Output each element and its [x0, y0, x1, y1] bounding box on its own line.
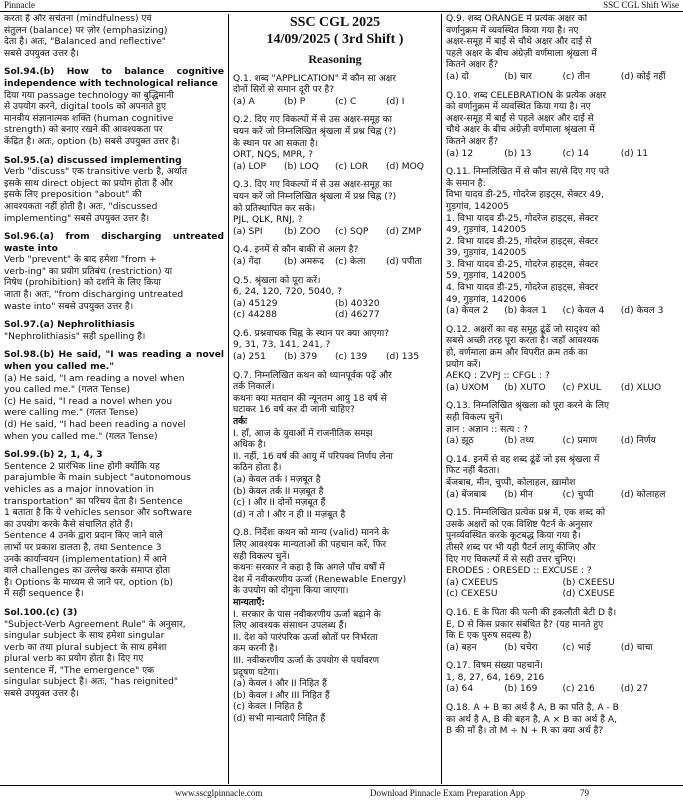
options: [446, 643, 679, 655]
option: (b) अमरूद: [284, 256, 325, 267]
option: (d) निर्णय: [620, 436, 656, 447]
option: (c) SQP: [335, 226, 369, 237]
option: (a) LOP: [233, 161, 266, 172]
option: (c) LOR: [335, 161, 369, 172]
option: (d) CXEUSE: [562, 589, 615, 600]
option: (d) सभी मान्यताएँ निहित हैं: [233, 713, 326, 724]
option: (b) केवल I और III निहित हैं: [233, 690, 330, 701]
options: [233, 257, 437, 269]
option: (d) न तो I और न ही II मज़बूत है: [233, 509, 346, 520]
options: [446, 436, 679, 448]
option: (d) कोलाहल: [620, 489, 666, 500]
option: (a) 64: [446, 684, 474, 695]
option: (b) 169: [504, 684, 538, 695]
option: (d) कोई नहीं: [620, 71, 666, 82]
option: (d) I: [386, 96, 405, 107]
intro-text: करता है और सचेतना (mindfulness) एवं संतुलन (balance) पर ज़ोर (emphasizing) देता है। अतः, "Balanced and reflective" सबसे उपयुक्त उत्तर है।: [4, 14, 168, 59]
option: (a) SPI: [233, 226, 263, 237]
option: (d) 46277: [335, 310, 380, 321]
option: (b) P: [284, 96, 306, 107]
solution-97: Sol.97.(a) Nephrolithiasis "Nephrolithiasis" सही spelling है।: [4, 320, 224, 343]
option: (b) LOQ: [284, 161, 319, 172]
option: (b) मीन: [504, 489, 533, 500]
option: (d) 27: [620, 684, 649, 695]
question-13: Q.13. निम्नलिखित श्रृंखला को पूरा करने के लिए सही विकल्प चुनें। ज्ञान : अज्ञान :: सत्य : ? (a) झूठ (b) तथ्य (c) प्रमाण (d) निर्णय: [446, 401, 679, 447]
option: (a) केवल I और II निहित हैं: [233, 679, 327, 690]
options: [446, 306, 679, 318]
solution-heading: Sol.94.(b) How to balance cognitive independence with technological reliance: [4, 67, 224, 89]
option: (c) चुप्पी: [562, 489, 594, 500]
option: (d) केवल 3: [620, 306, 664, 317]
option: (a) गेंदा: [233, 256, 261, 267]
question-16: Q.16. E के पिता की पत्नी की इकलौती बेटी D है। E, D से किस प्रकार संबंधित है? (यह मानते हुए कि E एक पुरुष सदस्य है) (a) बहन (b) चचेरा (c) भाई (d) चाचा: [446, 608, 679, 654]
option: (a) UXOM: [446, 382, 489, 393]
question-18: Q.18. A + B का अर्थ है A, B का पति है, A - B का अर्थ है A, B की बहन है, A × B का अर्थ है A, B की माँ है। तो M ÷ N + R का क्या अर्थ है?: [446, 703, 619, 737]
options: [233, 299, 437, 322]
options: [233, 227, 437, 239]
option: (c) तीन: [562, 71, 591, 82]
option: (a) बहन: [446, 642, 477, 653]
question-1: Q.1. शब्द "APPLICATION" में कौन सा अक्षर दोनों सिरों से समान दूरी पर है? (a) A (b) P (c) C (d) I: [233, 74, 437, 109]
option: (b) CXEESU: [562, 577, 615, 588]
option: (d) पपीता: [386, 256, 422, 267]
option: (a) दो: [446, 71, 469, 82]
option: (c) C: [335, 96, 357, 107]
options: [446, 578, 679, 601]
option: (c) 14: [562, 148, 590, 159]
option: (d) XLUO: [620, 382, 662, 393]
exam-title: SSC CGL 2025: [289, 15, 381, 30]
options: [446, 490, 679, 502]
solution-heading: Sol.98.(b) He said, "I was reading a novel when you called me.": [4, 350, 224, 373]
option: (b) 13: [504, 148, 532, 159]
solution-heading: Sol.95.(a) discussed implementing: [4, 155, 182, 166]
option: (a) केवल 2: [446, 306, 489, 317]
option: (c) भाई: [562, 642, 591, 653]
option: (c) केवल I निहित है: [233, 702, 303, 713]
option: (c) 216: [562, 684, 595, 695]
solution-heading: Sol.99.(b) 2, 1, 4, 3: [4, 450, 103, 461]
option: (c) I और II दोनों मज़बूत हैं: [233, 498, 326, 509]
question-7: Q.7. निम्नलिखित कथन को ध्यानपूर्वक पढ़ें और तर्क निकालें। कथनः क्या मतदान की न्यूनतम आयु 18 वर्ष से घटाकर 16 वर्ष कर दी जानी चाहिए? तर्कः I. हाँ, आज के युवाओं में राजनीतिक समझ अधिक है। II. नहीं, 16 वर्ष की आयु में परिपक्व निर्णय लेना कठिन होता है। (a) केवल तर्क I मज़बूत है (b) केवल तर्क II मज़बूत है (c) I और II दोनों मज़बूत हैं (d) न तो I और न ही II मज़बूत है: [233, 371, 437, 522]
option: (a) CXEEUS: [446, 577, 499, 588]
option: (c) 44288: [233, 310, 277, 321]
question-10: Q.10. शब्द CELEBRATION के प्रत्येक अक्षर को वर्णानुक्रम में व्यवस्थित किया गया है। नए अक्षर-समूह में बाईं से पहले अक्षर और दाईं से चौथे अक्षर के बीच अंग्रेज़ी वर्णमाला श्रृंखला में कितने अक्षर हैं? (a) 12 (b) 13 (c) 14 (d) 11: [446, 91, 679, 161]
page-footer: [0, 785, 683, 800]
column-divider: [441, 14, 442, 784]
option: (a) A: [233, 96, 255, 107]
exam-date-shift: 14/09/2025 ( 3rd Shift ): [266, 32, 404, 47]
solution-heading: Sol.96.(a) from discharging untreated waste into: [4, 232, 224, 254]
solution-96: Sol.96.(a) from discharging untreated waste into Verb "prevent" के बाद हमेशा "from + verb-ing" का प्रयोग प्रतिबंध (restriction) या निषेध (prohibition) को दर्शाने के लिए किया जाता है। अतः, "from discharging untreated waste into" सबसे उपयुक्त उत्तर है।: [4, 232, 224, 312]
option: (b) चार: [504, 71, 532, 82]
column-3: [446, 14, 679, 784]
options: [233, 352, 437, 364]
question-3: Q.3. दिए गए विकल्पों में से उस अक्षर-समूह का चयन करें जो निम्नलिखित श्रृंखला में प्रश्न चिह्न (?) को प्रतिस्थापित कर सके। PJL, QLK, RNJ, ? (a) SPI (b) ZOO (c) SQP (d) ZMP: [233, 180, 437, 238]
page-number: 79: [580, 788, 589, 798]
question-5: Q.5. श्रृंखला को पूरा करें। 6, 24, 120, 720, 5040, ? (a) 45129 (b) 40320 (c) 44288 (d) 46277: [233, 276, 437, 322]
option: (a) 12: [446, 148, 474, 159]
option: (c) केला: [335, 256, 366, 267]
option: (c) PXUL: [562, 382, 601, 393]
option: (b) 379: [284, 352, 318, 363]
question-4: Q.4. इनमें से कौन बाकी से अलग है? (a) गेंदा (b) अमरूद (c) केला (d) पपीता: [233, 245, 437, 268]
option: (a) 45129: [233, 298, 278, 309]
option: (b) तथ्य: [504, 436, 534, 447]
option: (b) चचेरा: [504, 642, 538, 653]
header-right: SSC CGL Shift Wise: [603, 0, 679, 10]
column-1: [4, 14, 224, 784]
option: (d) MOQ: [386, 161, 424, 172]
question-12: Q.12. अक्षरों का वह समूह ढूंढें जो सादृश्य को सबसे अच्छी तरह पूरा करता है। जहाँ आवश्यक हो, वर्णमाला क्रम और विपरीत क्रम तर्क का प्रयोग करें। AEKQ : ZVPJ :: CFGL : ? (a) UXOM (b) XUTO (c) PXUL (d) XLUO: [446, 325, 679, 395]
column-2: [233, 14, 437, 784]
section-title: Reasoning: [308, 52, 362, 66]
option: (c) प्रमाण: [562, 436, 598, 447]
question-17: Q.17. विषम संख्या पहचानें। 1, 8, 27, 64, 169, 216 (a) 64 (b) 169 (c) 216 (d) 27: [446, 661, 679, 696]
options: [446, 149, 679, 161]
option: (b) केवल तर्क II मज़बूत है: [233, 486, 324, 497]
solution-heading: Sol.97.(a) Nephrolithiasis: [4, 320, 135, 331]
footer-website[interactable]: www.sscglpinnacle.com: [175, 788, 263, 798]
option: (d) ZMP: [386, 226, 422, 237]
page-header: [0, 0, 683, 12]
question-9: Q.9. शब्द ORANGE में प्रत्येक अक्षर को वर्णानुक्रम में व्यवस्थित किया गया है। नए अक्षर-समूह में बाईं से चौथे अक्षर और दाईं से पहले अक्षर के बीच अंग्रेज़ी वर्णमाला श्रृंखला में कितने अक्षर हैं? (a) दो (b) चार (c) तीन (d) कोई नहीं: [446, 14, 679, 84]
question-11: Q.11. निम्नलिखित में से कौन सा/से दिए गए पते के समान है: विभा यादव डी-25, गोदरेज हाइट्स, सेक्टर 49, गुड़गांव, 142005 1. विभा यादव डी-25, गोदरेज हाइट्स, सेक्टर 49, गुड़गांव, 142005 2. विभा यादव डी-25, गोदरेज हाइट्स, सेक्टर 39, गुड़गांव, 142005 3. विभा यादव डी-25, गोदरेज हाइट्स, सेक्टर 59, गुड़गांव, 142005 4. विभा यादव डी-25, गोदरेज हाइट्स, सेक्टर 49, गुड़गांव, 142006 (a) केवल 2 (b) केवल 1 (c) केवल 4 (d) केवल 3: [446, 167, 679, 318]
option: (a) बेंजबाब: [446, 489, 487, 500]
solution-99: Sol.99.(b) 2, 1, 4, 3 Sentence 2 प्रारंभिक line होगी क्योंकि यह parajumble के main subject "autonomous vehicles as a major innovation in transportation" का परिचय देता है। Sentence 1 बताता है कि ये vehicles sensor और software का उपयोग करके कैसे संचालित होते हैं। Sentence 4 उनके द्वारा प्रदान किए जाने वाले लाभों पर प्रकाश डालता है, तथा Sentence 3 उनके कार्यान्वयन (implementation) में आने वाले challenges का उल्लेख करके समाप्त होता है। Options के माध्यम से जाने पर, option (b) में सही sequence है।: [4, 450, 224, 601]
option: (c) CEXESU: [446, 589, 498, 600]
question-6: Q.6. प्रश्नवाचक चिह्न के स्थान पर क्या आएगा? 9, 31, 73, 141, 241, ? (a) 251 (b) 379 (c) 139 (d) 135: [233, 329, 437, 364]
footer-app-promo: Download Pinnacle Exam Preparation App: [370, 788, 525, 798]
option: (d) चाचा: [620, 642, 653, 653]
option: (d) 135: [386, 352, 420, 363]
option: (b) 40320: [335, 298, 380, 309]
solution-100: Sol.100.(c) (3) "Subject-Verb Agreement Rule" के अनुसार, singular subject के साथ हमेशा singular verb का तथा plural subject के साथ हमेशा plural verb का प्रयोग होता है। दिए गए sentence में, "The emergence" एक singular subject है। अतः, "has reignited" सबसे उपयुक्त उत्तर है।: [4, 608, 224, 701]
solution-95: Sol.95.(a) discussed implementing Verb "discuss" एक transitive verb है, अर्थात इसके साथ direct object का प्रयोग होता है और इसके लिए preposition "about" की आवश्यकता नहीं होती है। अतः, "discussed implementing" सबसे उपयुक्त उत्तर है।: [4, 156, 224, 226]
solution-98: Sol.98.(b) He said, "I was reading a novel when you called me." (a) He said, "I am reading a novel when you called me." (गलत Tense) (c) He said, "I read a novel when you were calling me." (गलत Tense) (d) He said, "I had been reading a novel when you called me." (गलत Tense): [4, 350, 224, 442]
solution-94: Sol.94.(b) How to balance cognitive independence with technological reliance दिया गया passage technology का बुद्धिमानी से उपयोग करने, digital tools को अपनाते हुए मानवीय संज्ञानात्मक शक्ति (human cognitive strength) को बनाए रखने की आवश्यकता पर केंद्रित है। अतः, option (b) सबसे उपयुक्त उत्तर है।: [4, 67, 224, 147]
question-15: Q.15. निम्नलिखित प्रत्येक प्रश्न में, एक शब्द को उसके अक्षरों को एक विशिष्ट पैटर्न के अनुसार पुनर्व्यवस्थित करके कूटबद्ध किया गया है। तीसरे शब्द पर भी यही पैटर्न लागू कीजिए और दिए गए विकल्पों में से सही उत्तर चुनिए। ERODES : ORESED :: EXCUSE : ? (a) CXEEUS (b) CXEESU (c) CEXESU (d) CXEUSE: [446, 508, 679, 601]
option: (b) XUTO: [504, 382, 546, 393]
options: [233, 97, 437, 109]
option: (b) केवल 1: [504, 306, 547, 317]
option: (d) 11: [620, 148, 649, 159]
option: (c) 139: [335, 352, 368, 363]
question-2: Q.2. दिए गए विकल्पों में से उस अक्षर-समूह का चयन करें जो निम्नलिखित श्रृंखला में प्रश्न चिह्न (?) के स्थान पर आ सकता है। ORT, NQS, MPR, ? (a) LOP (b) LOQ (c) LOR (d) MOQ: [233, 115, 437, 173]
option: (a) 251: [233, 352, 266, 363]
question-8: Q.8. निर्देशः कथन को मान्य (valid) मानने के लिए आवश्यक मान्यताओं की पहचान करें, फिर सही विकल्प चुनें। कथनः सरकार ने कहा है कि अगले पाँच वर्षों में देश में नवीकरणीय ऊर्जा (Renewable Energy) के उपयोग को दोगुना किया जाएगा। मान्यताएँ: I. सरकार के पास नवीकरणीय ऊर्जा बढ़ाने के लिए आवश्यक संसाधन उपलब्ध हैं। II. देश को पारंपरिक ऊर्जा स्रोतों पर निर्भरता कम करनी है। III. नवीकरणीय ऊर्जा के उपयोग से पर्यावरण प्रदूषण घटेगा। (a) केवल I और II निहित हैं (b) केवल I और III निहित हैं (c) केवल I निहित है (d) सभी मान्यताएँ निहित हैं: [233, 528, 437, 725]
option: (b) ZOO: [284, 226, 321, 237]
option: (a) झूठ: [446, 436, 474, 447]
option: (c) केवल 4: [562, 306, 605, 317]
solution-heading: Sol.100.(c) (3): [4, 607, 78, 618]
option: (a) केवल तर्क I मज़बूत है: [233, 475, 321, 485]
header-left: Pinnacle: [4, 0, 35, 10]
options: [446, 684, 679, 696]
options: [233, 162, 437, 174]
column-divider: [228, 14, 229, 784]
options: [446, 383, 679, 395]
question-14: Q.14. इनमें से वह शब्द ढूंढें जो इस श्रृंखला में फिट नहीं बैठता। बेंजबाब, मीन, चुप्पी, कोलाहल, ख़ामोश (a) बेंजबाब (b) मीन (c) चुप्पी (d) कोलाहल: [446, 455, 679, 501]
options: [446, 72, 679, 84]
